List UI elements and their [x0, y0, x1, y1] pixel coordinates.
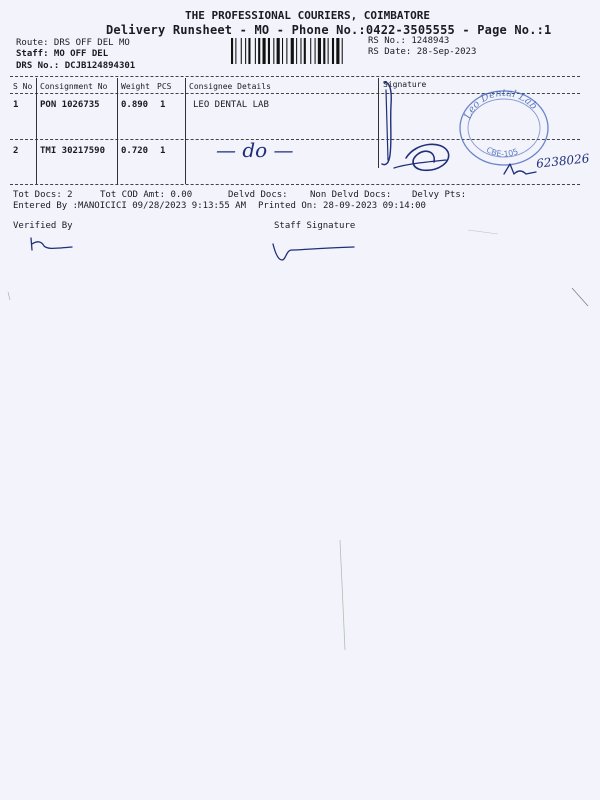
stamp-bottom-text: CBE-105: [484, 145, 520, 159]
row-1-weight: 0.890: [121, 100, 149, 110]
row-1-consignee: LEO DENTAL LAB: [193, 100, 269, 110]
row-1-consignment: PON 1026735: [40, 100, 100, 110]
rs-number: RS No.: 1248943: [368, 36, 450, 46]
row-2-sno: 2: [13, 146, 19, 156]
row-1-sno: 1: [13, 100, 19, 110]
row-1-pcs: 1: [160, 100, 166, 110]
total-docs: Tot Docs: 2: [13, 190, 73, 200]
runsheet-title: Delivery Runsheet - MO - Phone No.:0422-3505555 - Page No.:1: [106, 23, 552, 37]
non-delivered-docs: Non Delvd Docs:: [310, 190, 392, 200]
staff-label: Staff: MO OFF DEL: [16, 49, 109, 59]
row-2-weight: 0.720: [121, 146, 149, 156]
entered-by: Entered By :MANOICICI 09/28/2023 9:13:55 AM: [13, 201, 246, 211]
delivery-points: Delvy Pts:: [412, 190, 467, 200]
row-2-pcs: 1: [160, 146, 166, 156]
handwritten-ditto: — do —: [216, 138, 294, 162]
drs-number: DRS No.: DCJB124894301: [16, 61, 136, 71]
verified-by-label: Verified By: [13, 221, 73, 231]
printed-on: Printed On: 28-09-2023 09:14:00: [258, 201, 426, 211]
col-header-weight: Weight: [121, 82, 150, 91]
company-name: THE PROFESSIONAL COURIERS, COIMBATORE: [185, 9, 431, 22]
col-header-signature: Signature: [383, 80, 427, 89]
stamp-top-text: Leo Dental Lab: [462, 88, 540, 121]
col-header-sno: S No: [13, 82, 33, 91]
route-label: Route: DRS OFF DEL MO: [16, 38, 130, 48]
handwritten-phone-note: 6238026: [535, 151, 591, 171]
staff-signature-label: Staff Signature: [274, 221, 356, 231]
rs-date: RS Date: 28-Sep-2023: [368, 47, 477, 57]
row-2-consignment: TMI 30217590: [40, 146, 106, 156]
col-header-consignee: Consignee Details: [189, 82, 271, 91]
delivered-docs: Delvd Docs:: [228, 190, 288, 200]
total-cod-amount: Tot COD Amt: 0.00: [100, 190, 193, 200]
col-header-pcs: PCS: [157, 82, 172, 91]
col-header-consignment: Consignment No: [40, 82, 108, 91]
